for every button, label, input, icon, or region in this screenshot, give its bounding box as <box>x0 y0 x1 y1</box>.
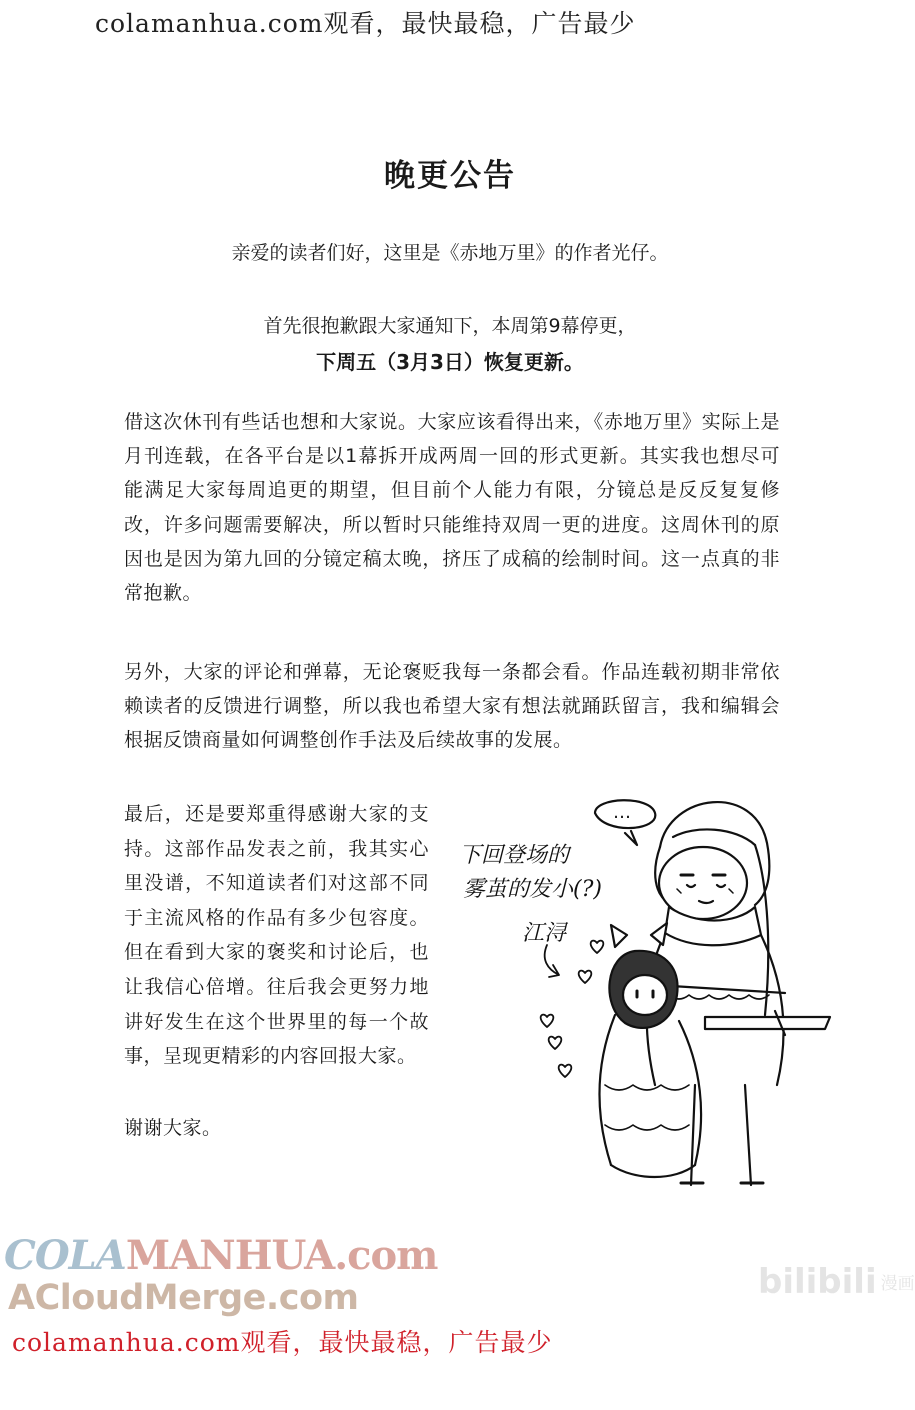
logo-part-manhua: MANHUA.com <box>125 1232 438 1279</box>
notice-line-2: 下周五（3月3日）恢复更新。 <box>316 350 584 374</box>
paragraph-thanks: 谢谢大家。 <box>124 1117 222 1139</box>
small-character <box>599 923 701 1177</box>
bottom-watermark: colamanhua.com观看，最快最稳，广告最少 <box>12 1328 553 1357</box>
top-watermark: colamanhua.com观看，最快最稳，广告最少 <box>95 9 636 38</box>
handwritten-note-line-3: 江浔 <box>522 921 567 946</box>
hearts <box>541 941 604 1077</box>
acloudmerge-logo: ACloudMerge.com <box>8 1278 359 1318</box>
bilibili-manhua-text: 漫画 <box>880 1273 915 1294</box>
colamanhua-logo <box>4 1232 437 1279</box>
speech-text: … <box>613 802 631 823</box>
notice-line-1: 首先很抱歉跟大家通知下，本周第9幕停更， <box>263 315 637 337</box>
paragraph-3: 最后，还是要郑重得感谢大家的支持。这部作品发表之前，我其实心里没谱，不知道读者们对这部不同于主流风格的作品有多少包容度。但在看到大家的褒奖和讨论后，也让我信心倍增。往后我会更努力地讲好发生在这个世界里的每一个故事，呈现更精彩的内容回报大家。 <box>124 803 429 1068</box>
note-arrow <box>545 945 559 977</box>
speech-bubble <box>595 800 655 845</box>
paragraph-1: 借这次休刊有些话也想和大家说。大家应该看得出来，《赤地万里》实际上是月刊连载，在各平台是以1幕拆开成两周一回的形式更新。其实我也想尽可能满足大家每周追更的期望，但目前个人能力有限，分镜总是反反复复修改，许多问题需要解决，所以暂时只能维持双周一更的进度。这周休刊的原因也是因为第九回的分镜定稿太晚，挤压了成稿的绘制时间。这一点真的非常抱歉。 <box>124 411 780 605</box>
notice-title: 晚更公告 <box>384 158 516 194</box>
greeting-line: 亲爱的读者们好，这里是《赤地万里》的作者光仔。 <box>231 242 669 264</box>
handwritten-note-line-1: 下回登场的 <box>459 843 570 868</box>
bilibili-wordmark: bilibili <box>758 1262 877 1302</box>
paragraph-2: 另外，大家的评论和弹幕，无论褒贬我每一条都会看。作品连载初期非常依赖读者的反馈进行调整，所以我也希望大家有想法就踊跃留言，我和编辑会根据反馈商量如何调整创作手法及后续故事的发展。 <box>124 661 780 752</box>
logo-part-cola: COLA <box>4 1232 126 1279</box>
handwritten-note-line-2: 雾茧的发小(?) <box>463 877 602 902</box>
bilibili-comics-logo <box>758 1262 915 1302</box>
